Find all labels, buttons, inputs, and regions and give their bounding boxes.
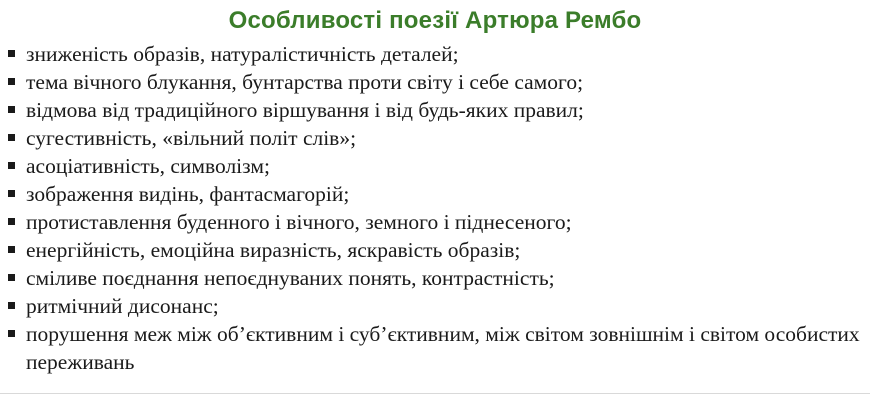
list-item-text: зображення видінь, фантасмагорій;	[26, 182, 350, 206]
list-item-text: асоціативність, символізм;	[26, 154, 270, 178]
square-bullet-icon	[8, 218, 15, 225]
divider	[0, 393, 870, 394]
square-bullet-icon	[8, 50, 15, 57]
list-item-text: енергійність, емоційна виразність, яскравість образів;	[26, 238, 521, 262]
list-item-text: відмова від традиційного віршування і від будь-яких правил;	[26, 98, 584, 122]
list-item	[6, 264, 864, 292]
square-bullet-icon	[8, 106, 15, 113]
list-item	[6, 236, 864, 264]
list-item	[6, 208, 864, 236]
square-bullet-icon	[8, 162, 15, 169]
list-item	[6, 124, 864, 152]
square-bullet-icon	[8, 246, 15, 253]
square-bullet-icon	[8, 134, 15, 141]
list-item-text: зниженість образів, натуралістичність деталей;	[26, 42, 459, 66]
square-bullet-icon	[8, 78, 15, 85]
list-item	[6, 40, 864, 68]
page-title: Особливості поезії Артюра Рембо	[228, 7, 642, 34]
list-item	[6, 68, 864, 96]
list-item-text: тема вічного блукання, бунтарства проти світу і себе самого;	[26, 70, 584, 94]
square-bullet-icon	[8, 274, 15, 281]
list-item	[6, 292, 864, 320]
list-item-text: порушення меж між об’єктивним і суб’єктивним, між світом зовнішнім і світом особистих переживань	[26, 322, 860, 374]
list-item-text: сугестивність, «вільний політ слів»;	[26, 126, 357, 150]
list-item	[6, 152, 864, 180]
list-item-text: протиставлення буденного і вічного, земного і піднесеного;	[26, 210, 572, 234]
square-bullet-icon	[8, 190, 15, 197]
list-item	[6, 96, 864, 124]
list-item	[6, 180, 864, 208]
features-list	[6, 40, 864, 376]
list-item-text: сміливе поєднання непоєднуваних понять, контрастність;	[26, 266, 555, 290]
list-item	[6, 320, 864, 376]
square-bullet-icon	[8, 330, 15, 337]
list-item-text: ритмічний дисонанс;	[26, 294, 219, 318]
square-bullet-icon	[8, 302, 15, 309]
